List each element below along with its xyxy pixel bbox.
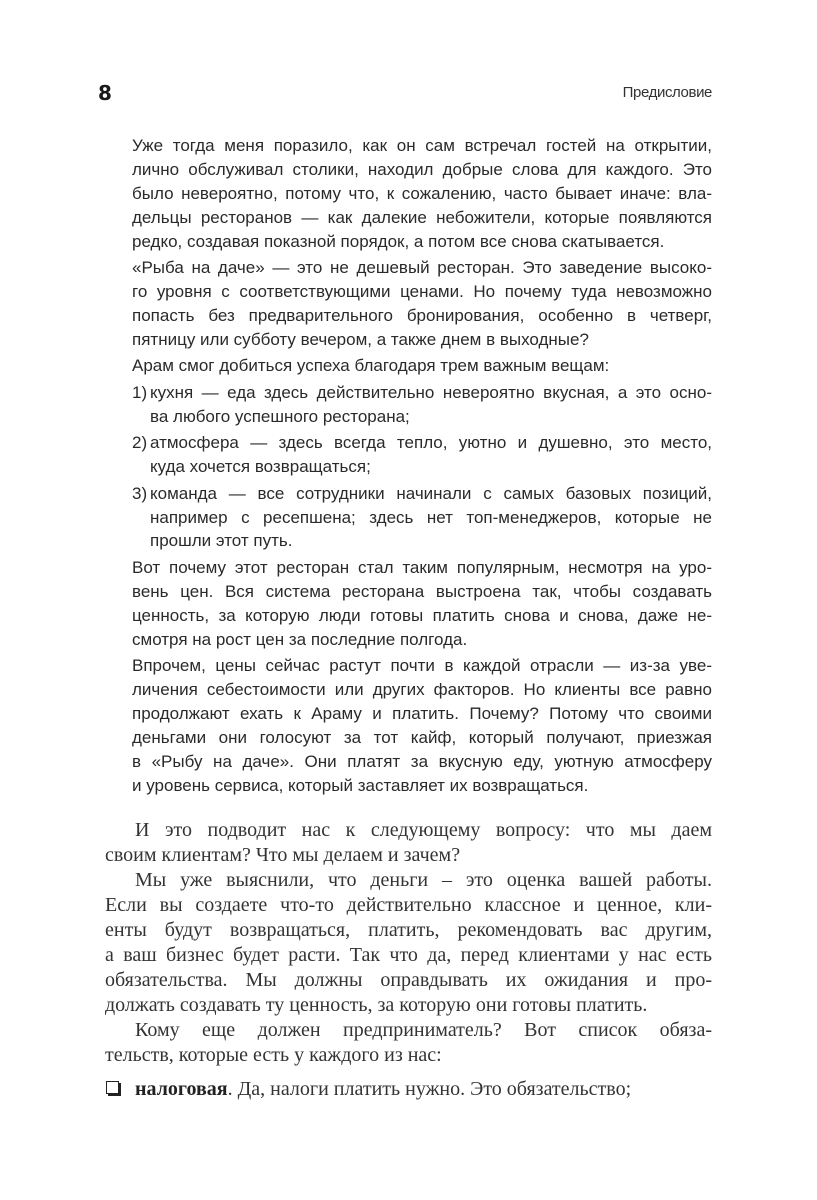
paragraph-line: И это подводит нас к следующему вопросу: что мы даем: [135, 818, 712, 841]
paragraph-line: пятницу или субботу вечером, а также днем в выходные?: [132, 329, 589, 349]
checklist-item-text: . Да, налоги платить нужно. Это обязательство;: [227, 1077, 632, 1100]
paragraph-line: лично обслуживал столики, находил добрые слова для каждого. Это: [132, 159, 712, 179]
paragraph-line: смотря на рост цен за последние полгода.: [132, 629, 468, 649]
paragraph-line: енты будут возвращаться, платить, рекомендовать вас другим,: [105, 918, 712, 941]
paragraph-line: обязательства. Мы должны оправдывать их ожидания и про-: [105, 968, 712, 991]
paragraph-line: попасть без предварительного бронирования, особенно в четверг,: [132, 305, 712, 325]
checkbox-icon: [106, 1081, 119, 1094]
list-item-line: кухня — еда здесь действительно невероятно вкусная, а это осно-: [150, 382, 712, 402]
paragraph-line: а ваш бизнес будет расти. Так что да, перед клиентами у нас есть: [105, 943, 712, 966]
checklist-item-term: налоговая: [135, 1077, 228, 1100]
paragraph-line: продолжают ехать к Араму и платить. Почему? Потому что своими: [132, 703, 712, 723]
paragraph-line: Вот почему этот ресторан стал таким популярным, несмотря на уро-: [132, 557, 712, 577]
paragraph-line: Мы уже выяснили, что деньги – это оценка вашей работы.: [135, 868, 712, 891]
paragraph-line: Уже тогда меня поразило, как он сам встречал гостей на открытии,: [132, 136, 712, 156]
list-item-number: 2): [132, 433, 148, 453]
checklist-item: [135, 1077, 712, 1102]
paragraph-line: своим клиентам? Что мы делаем и зачем?: [105, 843, 461, 866]
paragraph-line: и уровень сервиса, который заставляет их возвращаться.: [132, 775, 589, 795]
list-item-line: куда хочется возвращаться;: [150, 457, 371, 477]
paragraph-line: Если вы создаете что-то действительно классное и ценное, кли-: [105, 893, 712, 916]
list-item-line: атмосфера — здесь всегда тепло, уютно и душевно, это место,: [150, 433, 712, 453]
running-title: Предисловие: [622, 84, 712, 101]
page-number: 8: [98, 81, 112, 105]
paragraph-line: ценность, за которую люди готовы платить снова и снова, даже не-: [132, 605, 712, 625]
paragraph-line: дельцы ресторанов — как далекие небожители, которые появляются: [132, 207, 712, 227]
paragraph-line: тельств, которые есть у каждого из нас:: [105, 1043, 442, 1066]
paragraph-line: было невероятно, потому что, к сожалению, часто бывает иначе: вла-: [132, 183, 712, 203]
list-item-number: 1): [132, 382, 148, 402]
paragraph-line: Впрочем, цены сейчас растут почти в каждой отрасли — из-за уве-: [132, 656, 712, 676]
list-item-line: ва любого успешного ресторана;: [150, 406, 410, 426]
paragraph-line: должать создавать ту ценность, за которую они готовы платить.: [105, 993, 648, 1016]
paragraph-line: деньгами они голосуют за тот кайф, который получают, приезжая: [132, 727, 712, 747]
paragraph-line: го уровня с соответствующими ценами. Но почему туда невозможно: [132, 282, 712, 302]
paragraph-line: редко, создавая показной порядок, а потом все снова скатывается.: [132, 231, 665, 251]
paragraph-line: «Рыба на даче» — это не дешевый ресторан. Это заведение высоко-: [132, 258, 712, 278]
list-item-line: например с ресепшена; здесь нет топ-менеджеров, которые не: [150, 507, 712, 527]
list-item-line: команда — все сотрудники начинали с самых базовых позиций,: [150, 483, 712, 503]
list-item-number: 3): [132, 483, 148, 503]
paragraph-line: Арам смог добиться успеха благодаря трем важным вещам:: [132, 356, 610, 376]
paragraph-line: личения себестоимости или других факторов. Но клиенты все равно: [132, 680, 712, 700]
paragraph-line: в «Рыбу на даче». Они платят за вкусную еду, уютную атмосферу: [132, 751, 712, 771]
paragraph-line: вень цен. Вся система ресторана выстроена так, чтобы создавать: [132, 581, 712, 601]
paragraph-line: Кому еще должен предприниматель? Вот список обяза-: [135, 1018, 712, 1041]
list-item-line: прошли этот путь.: [150, 531, 293, 551]
